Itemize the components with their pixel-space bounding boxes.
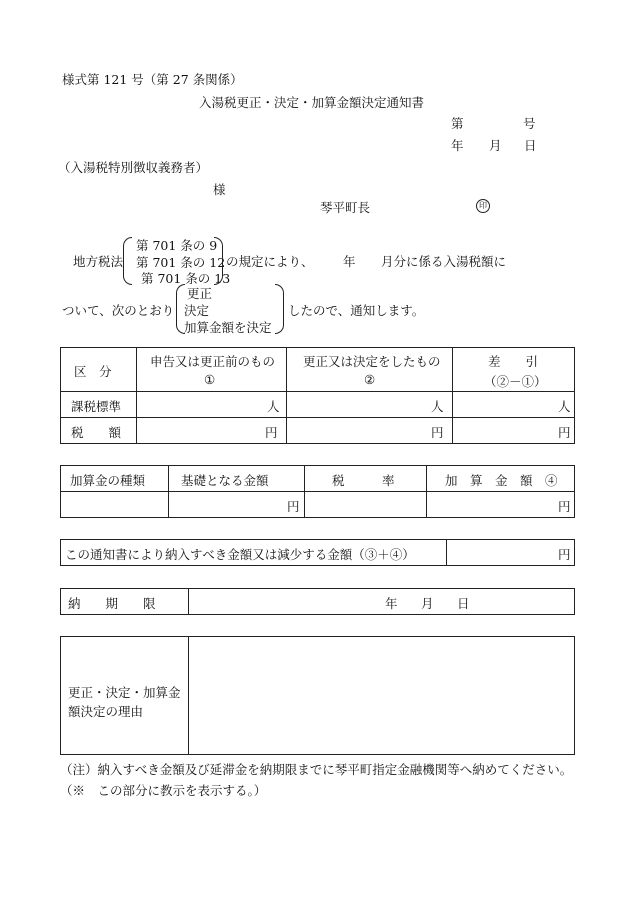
left-brace <box>123 237 132 285</box>
recipient-honorific: 様 <box>213 182 226 197</box>
table-rule <box>60 391 575 392</box>
date-day: 日 <box>524 138 537 153</box>
table-rule <box>136 347 137 444</box>
form-number: 様式第 121 号（第 27 条関係） <box>62 72 243 87</box>
header-surcharge-type: 加算金の種類 <box>70 473 146 488</box>
header-before-line1: 申告又は更正前のもの <box>150 354 276 369</box>
table-rule <box>446 539 447 566</box>
unit-cell: 円 <box>558 425 571 440</box>
para1-month-text: 月分に係る入湯税額に <box>381 254 507 269</box>
article-3: 第 701 条の 13 <box>141 271 231 286</box>
right-brace <box>275 284 284 334</box>
note-payment: （注）納入すべき金額及び延滞金を納期限までに琴平町指定金融機関等へ納めてください。 <box>60 762 573 777</box>
table-rule <box>452 347 453 444</box>
header-after-line2: ② <box>364 372 376 387</box>
para1-text: の規定により、 <box>226 254 314 269</box>
header-category: 区 分 <box>74 364 112 379</box>
date-year: 年 <box>451 138 464 153</box>
table-rule <box>188 636 189 755</box>
issuer-name: 琴平町長 <box>320 200 371 215</box>
table-rule <box>304 465 305 518</box>
table-rule <box>426 465 427 518</box>
para1-prefix: 地方税法 <box>73 254 124 269</box>
row-label-tax-amount: 税 額 <box>71 425 122 440</box>
header-after-line1: 更正又は決定をしたもの <box>303 354 441 369</box>
payable-amount-label: この通知書により納入すべき金額又は減少する金額（③＋④） <box>65 547 415 562</box>
header-base-amount: 基礎となる金額 <box>181 473 269 488</box>
para1-year: 年 <box>343 254 356 269</box>
unit-cell: 人 <box>558 399 571 414</box>
row-label-tax-base: 課税標準 <box>71 399 122 414</box>
header-diff-line2: （②－①） <box>484 374 547 389</box>
unit-cell: 人 <box>267 399 280 414</box>
reason-label-line2: 額決定の理由 <box>68 704 144 719</box>
table-rule <box>188 588 189 615</box>
doc-number-suffix: 号 <box>523 116 536 131</box>
option-2: 決定 <box>184 303 210 318</box>
doc-number-prefix: 第 <box>451 116 464 131</box>
header-diff-line1: 差 引 <box>488 354 539 369</box>
note-instruction: （※ この部分に教示を表示する。） <box>60 783 267 798</box>
due-date-month: 月 <box>421 596 434 611</box>
header-tax-rate: 税 率 <box>332 473 395 488</box>
table-rule <box>60 491 575 492</box>
right-brace <box>214 237 223 285</box>
table-rule <box>168 465 169 518</box>
table-rule <box>60 417 575 418</box>
table-rule <box>286 347 287 444</box>
unit-cell: 円 <box>431 425 444 440</box>
recipient-label: （入湯税特別徴収義務者） <box>58 160 209 175</box>
date-month: 月 <box>489 138 502 153</box>
article-1: 第 701 条の 9 <box>136 238 218 253</box>
unit-cell: 円 <box>558 547 571 562</box>
due-date-label: 納 期 限 <box>68 596 156 611</box>
unit-cell: 人 <box>431 399 444 414</box>
unit-cell: 円 <box>265 425 278 440</box>
option-1: 更正 <box>187 286 213 301</box>
document-title: 入湯税更正・決定・加算金額決定通知書 <box>199 95 425 110</box>
unit-cell: 円 <box>287 499 300 514</box>
reason-label-line1: 更正・決定・加算金 <box>68 685 181 700</box>
header-before-line2: ① <box>204 372 216 387</box>
unit-cell: 円 <box>558 499 571 514</box>
para2-prefix: ついて、次のとおり <box>62 303 175 318</box>
due-date-day: 日 <box>457 596 470 611</box>
option-3: 加算金額を決定 <box>184 320 272 335</box>
header-surcharge-amount: 加 算 金 額 ④ <box>445 473 558 488</box>
para2-suffix: したので、通知します。 <box>288 303 425 318</box>
seal-mark: 印 <box>476 199 490 213</box>
due-date-year: 年 <box>385 596 398 611</box>
article-2: 第 701 条の 12 <box>136 255 226 270</box>
